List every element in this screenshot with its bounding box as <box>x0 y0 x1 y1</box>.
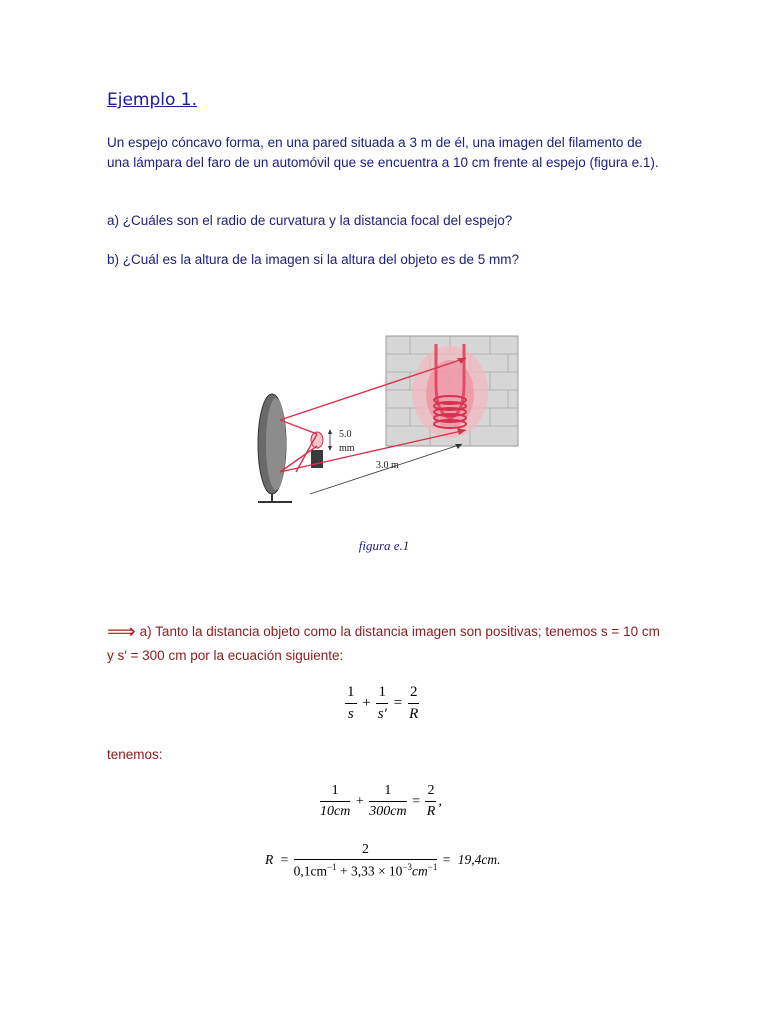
example-title: Ejemplo 1. <box>107 90 198 110</box>
answer-a <box>107 620 667 668</box>
fraction-1-over-s: $\frac{1}{s}$ <box>347 684 355 722</box>
question-a: a) ¿Cuáles son el radio de curvatura y la distancia focal del espejo? <box>107 213 513 228</box>
tenemos-label: tenemos: <box>107 747 163 762</box>
answer-a-text: a) Tanto la distancia objeto como la distancia imagen son positivas; tenemos s = 10 cm y s′ = 300 cm por la ecuación siguiente: <box>107 624 660 663</box>
mirror-equation: $\frac{1}{s}$ + $\frac{1}{s'}$ = $\frac{2}{R}$ <box>347 684 419 722</box>
mirror-figure <box>240 322 532 508</box>
object-height-label-1: 5.0 <box>339 429 352 440</box>
problem-statement: Un espejo cóncavo forma, en una pared situada a 3 m de él, una imagen del filamento de una lámpara del faro de un automóvil que se encuentra a 10 cm frente al espejo (figura e.1). <box>107 135 659 170</box>
implies-arrow-icon: ⟹ <box>107 621 136 643</box>
figure-caption: figura e.1 <box>358 538 410 553</box>
fraction-1-over-10cm: $\frac{1}{10cm}$ <box>320 783 351 819</box>
fraction-2-over-r: $\frac{2}{R}$ <box>409 684 419 722</box>
distance-label: 3.0 m <box>376 460 399 471</box>
radius-fraction: $\frac{2}{0,1cm^{-1} + 3,33 \times 10^{-3}cm^{-1}}$ <box>293 841 438 879</box>
object-height-label-2: mm <box>339 443 355 454</box>
fraction-1-over-300cm: $\frac{1}{300cm}$ <box>369 783 407 819</box>
question-b: b) ¿Cuál es la altura de la imagen si la altura del objeto es de 5 mm? <box>107 252 519 267</box>
fraction-2-over-r: $\frac{2}{R}$ <box>426 783 436 819</box>
fraction-1-over-s-prime: $\frac{1}{s'}$ <box>377 684 387 722</box>
radius-result-equation: R = $\frac{2}{0,1cm^{-1} + 3,33 \times 10^{-3}cm^{-1}}$ = 19,4cm. <box>265 841 501 879</box>
substituted-equation: $\frac{1}{10cm}$ + $\frac{1}{300cm}$ = $\frac{2}{R}$ , <box>320 783 442 819</box>
radius-result: 19,4cm. <box>457 852 501 868</box>
